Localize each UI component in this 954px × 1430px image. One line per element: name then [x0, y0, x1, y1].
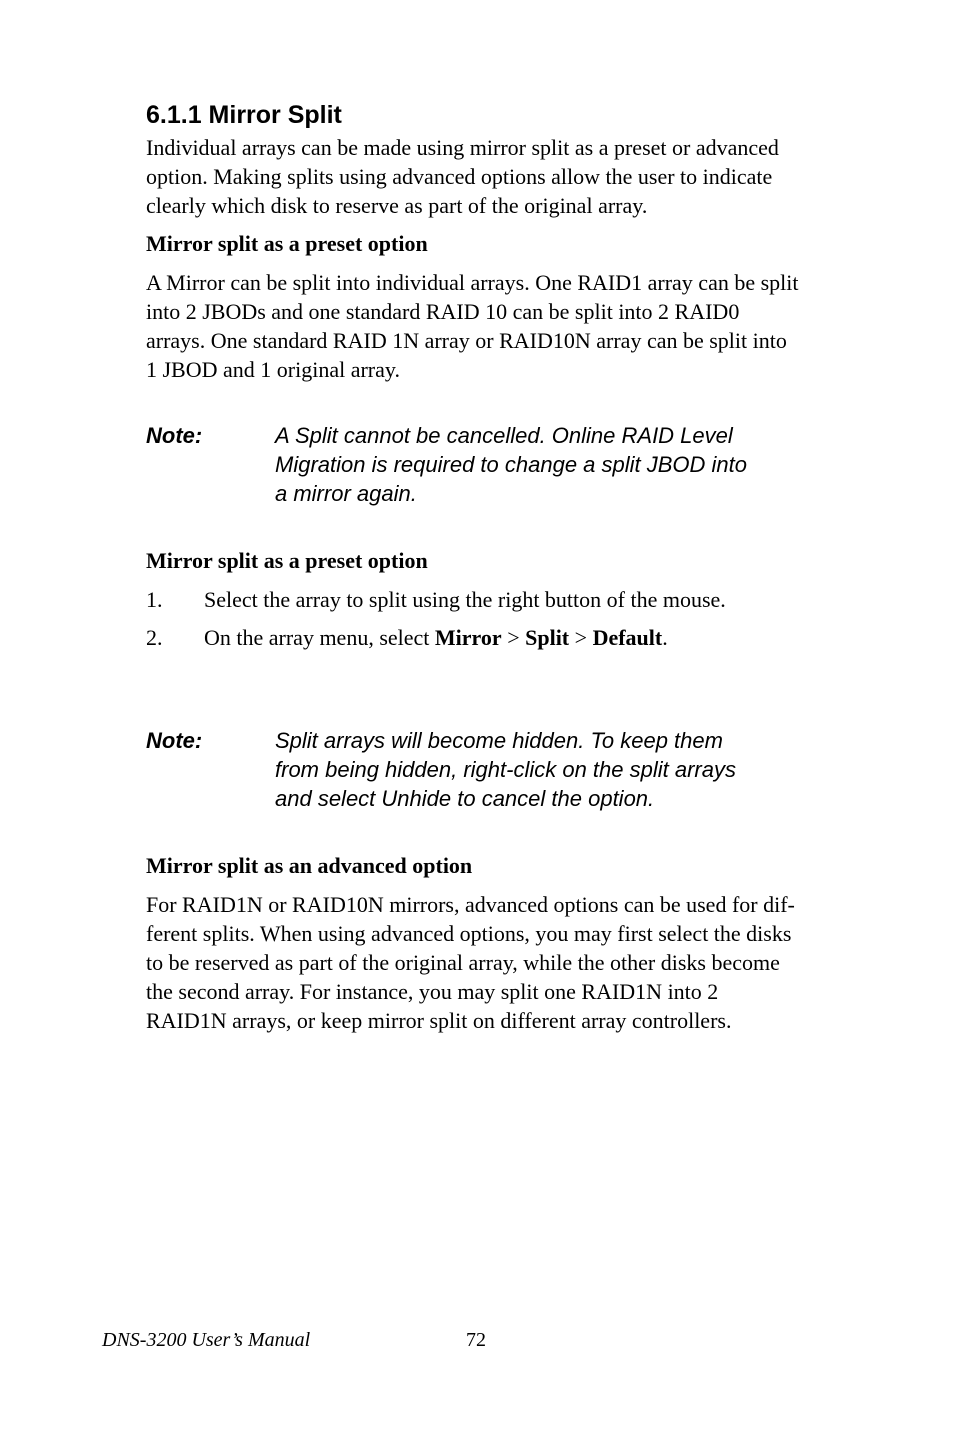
- step-prefix: On the array menu, select: [204, 625, 435, 650]
- step-number: 2.: [146, 625, 163, 650]
- note-line: Migration is required to change a split JBOD into: [275, 452, 748, 477]
- preset-info-paragraph: [146, 268, 858, 384]
- intro-paragraph: [146, 133, 858, 220]
- footer-page-number: 72: [466, 1329, 486, 1351]
- advanced-paragraph: [146, 890, 858, 1035]
- menu-split: Split: [525, 625, 570, 650]
- advanced-line: For RAID1N or RAID10N mirrors, advanced options can be used for dif-: [146, 892, 795, 917]
- menu-mirror: Mirror: [434, 625, 502, 650]
- preset-info-line: 1 JBOD and 1 original array.: [146, 357, 400, 382]
- preset-info-line: into 2 JBODs and one standard RAID 10 can be split into 2 RAID0: [146, 299, 740, 324]
- menu-default: Default: [592, 625, 663, 650]
- section-heading: 6.1.1 Mirror Split: [146, 101, 342, 129]
- menu-separator: >: [569, 625, 593, 650]
- note-line: A Split cannot be cancelled. Online RAID Level: [275, 423, 733, 448]
- footer-manual-title: DNS-3200 User’s Manual: [102, 1329, 311, 1351]
- intro-line: clearly which disk to reserve as part of the original array.: [146, 193, 648, 218]
- advanced-line: the second array. For instance, you may split one RAID1N into 2: [146, 979, 719, 1004]
- preset-info-line: A Mirror can be split into individual arrays. One RAID1 array can be split: [146, 270, 799, 295]
- menu-separator: >: [501, 625, 526, 650]
- intro-line: Individual arrays can be made using mirror split as a preset or advanced: [146, 135, 779, 160]
- step-text: Select the array to split using the right button of the mouse.: [204, 587, 726, 612]
- note-line: and select Unhide to cancel the option.: [275, 786, 655, 811]
- note-text: [275, 421, 855, 508]
- note-line: a mirror again.: [275, 481, 417, 506]
- step-number: 1.: [146, 587, 163, 612]
- advanced-line: RAID1N arrays, or keep mirror split on different array controllers.: [146, 1008, 732, 1033]
- preset-steps-subheading: Mirror split as a preset option: [146, 548, 428, 573]
- intro-line: option. Making splits using advanced options allow the user to indicate: [146, 164, 773, 189]
- note-label: Note:: [146, 423, 203, 448]
- note-line: Split arrays will become hidden. To keep them: [275, 728, 723, 753]
- preset-info-subheading: Mirror split as a preset option: [146, 231, 428, 256]
- advanced-line: to be reserved as part of the original array, while the other disks become: [146, 950, 780, 975]
- note-label: Note:: [146, 728, 203, 753]
- preset-info-line: arrays. One standard RAID 1N array or RAID10N array can be split into: [146, 328, 787, 353]
- advanced-subheading: Mirror split as an advanced option: [146, 853, 473, 878]
- step-text: [204, 623, 668, 652]
- note-text: [275, 726, 855, 813]
- step-suffix: .: [662, 625, 668, 650]
- advanced-line: ferent splits. When using advanced options, you may first select the disks: [146, 921, 792, 946]
- note-line: from being hidden, right-click on the split arrays: [275, 757, 736, 782]
